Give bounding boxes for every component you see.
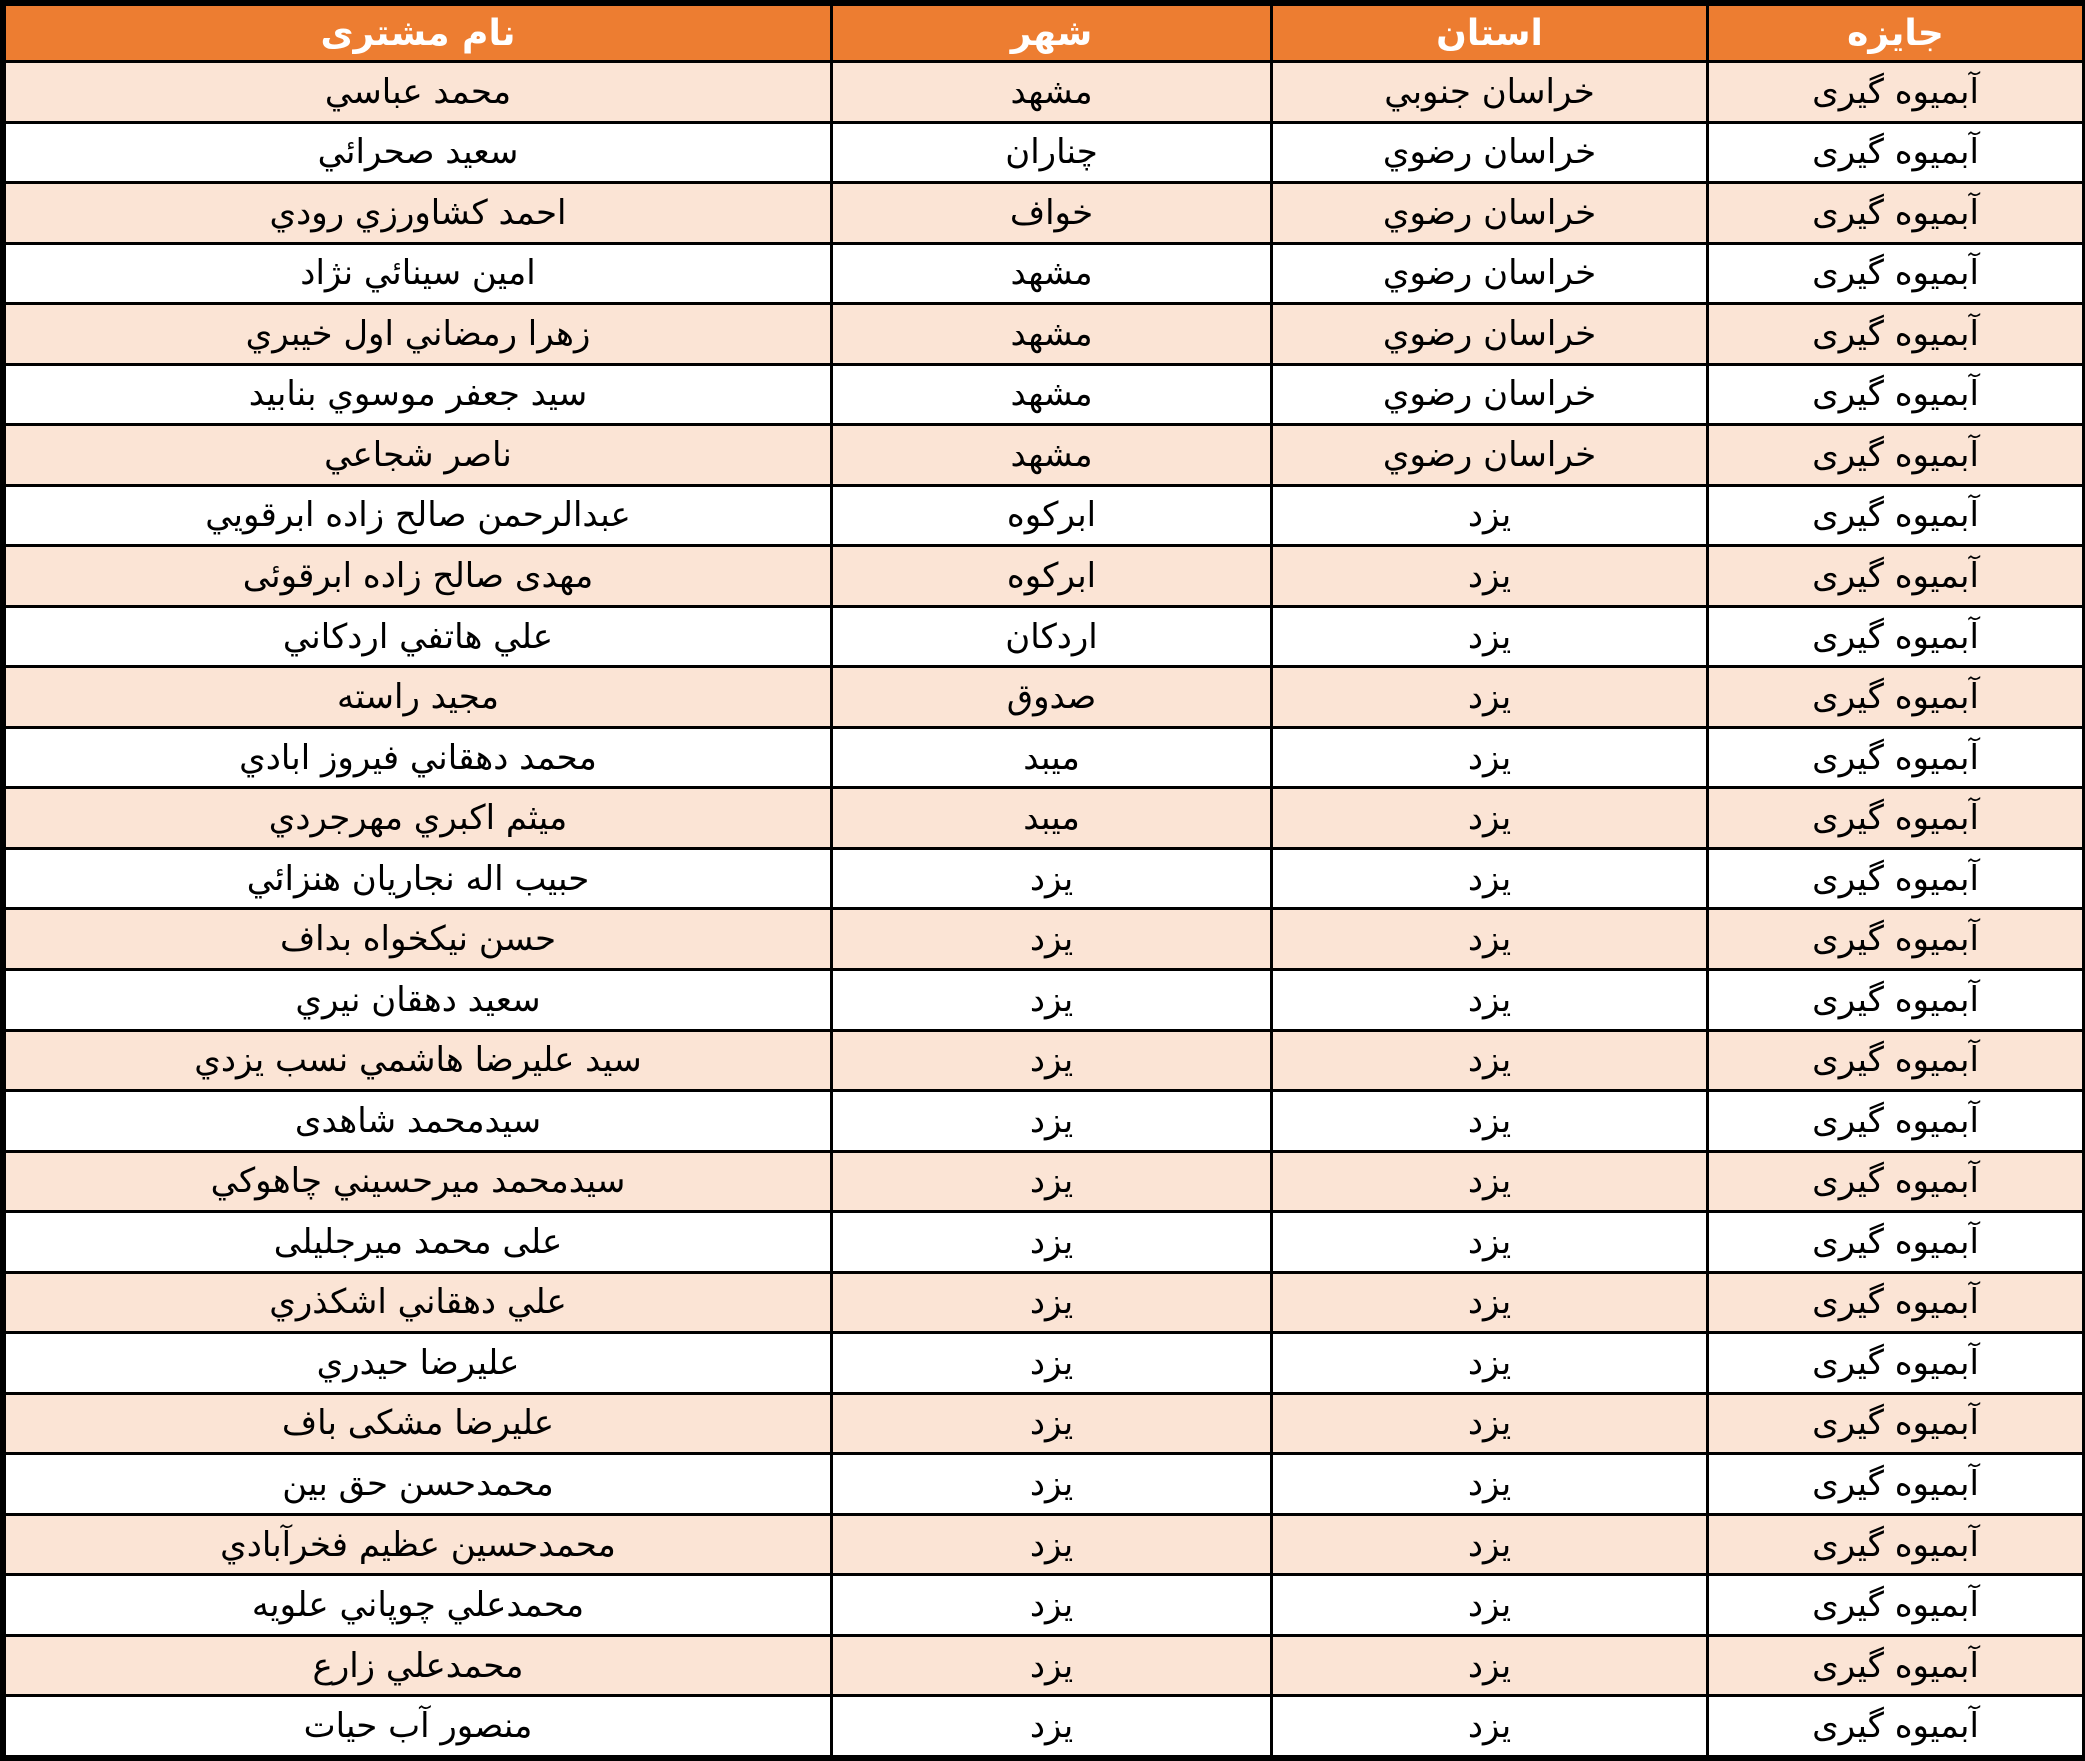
cell-customer-name: حبيب اله نجاريان هنزائي [5,848,832,909]
table-row [5,546,2084,607]
cell-prize: آبمیوه گیری [1708,969,2084,1030]
cell-prize: آبمیوه گیری [1708,1393,2084,1454]
cell-customer-name: مهدی صالح زاده ابرقوئی [5,546,832,607]
cell-province: يزد [1272,909,1708,970]
table-row [5,122,2084,183]
cell-prize: آبمیوه گیری [1708,62,2084,123]
cell-province: خراسان رضوي [1272,364,1708,425]
cell-prize: آبمیوه گیری [1708,1575,2084,1636]
cell-city: يزد [832,1030,1272,1091]
cell-province: يزد [1272,1212,1708,1273]
cell-city: يزد [832,1454,1272,1515]
table-row [5,243,2084,304]
cell-customer-name: محمدحسن حق بین [5,1454,832,1515]
table-row [5,606,2084,667]
cell-prize: آبمیوه گیری [1708,1635,2084,1696]
cell-city: يزد [832,1151,1272,1212]
cell-province: خراسان رضوي [1272,183,1708,244]
cell-province: يزد [1272,1091,1708,1152]
cell-city: يزد [832,1635,1272,1696]
table-row [5,1151,2084,1212]
cell-prize: آبمیوه گیری [1708,1091,2084,1152]
table-row [5,788,2084,849]
cell-customer-name: حسن نيكخواه بداف [5,909,832,970]
cell-province: يزد [1272,546,1708,607]
cell-prize: آبمیوه گیری [1708,909,2084,970]
cell-prize: آبمیوه گیری [1708,606,2084,667]
table-row [5,848,2084,909]
cell-prize: آبمیوه گیری [1708,1272,2084,1333]
cell-city: يزد [832,1393,1272,1454]
cell-city: ميبد [832,727,1272,788]
cell-city: يزد [832,1212,1272,1273]
table-row [5,1635,2084,1696]
cell-province: يزد [1272,727,1708,788]
cell-city: يزد [832,1575,1272,1636]
cell-province: يزد [1272,1454,1708,1515]
cell-prize: آبمیوه گیری [1708,1151,2084,1212]
cell-prize: آبمیوه گیری [1708,1454,2084,1515]
prize-winners-table [3,3,2085,1758]
cell-customer-name: ميثم اكبري مهرجردي [5,788,832,849]
cell-city: صدوق [832,667,1272,728]
cell-city: يزد [832,1091,1272,1152]
cell-customer-name: عليرضا حيدري [5,1333,832,1394]
cell-province: خراسان جنوبي [1272,62,1708,123]
table-row [5,425,2084,486]
cell-province: يزد [1272,606,1708,667]
cell-province: يزد [1272,1333,1708,1394]
header-row [5,5,2084,62]
cell-province: يزد [1272,1514,1708,1575]
cell-province: يزد [1272,1635,1708,1696]
cell-prize: آبمیوه گیری [1708,304,2084,365]
table-row [5,1091,2084,1152]
cell-city: يزد [832,1696,1272,1757]
cell-prize: آبمیوه گیری [1708,183,2084,244]
table-row [5,364,2084,425]
cell-city: اردكان [832,606,1272,667]
cell-prize: آبمیوه گیری [1708,788,2084,849]
cell-prize: آبمیوه گیری [1708,848,2084,909]
cell-province: يزد [1272,1151,1708,1212]
cell-province: يزد [1272,1393,1708,1454]
table-row [5,667,2084,728]
cell-customer-name: سيد عليرضا هاشمي نسب يزدي [5,1030,832,1091]
cell-city: مشهد [832,62,1272,123]
table-row [5,304,2084,365]
table-row [5,969,2084,1030]
cell-customer-name: سعيد صحرائي [5,122,832,183]
table-row [5,62,2084,123]
cell-customer-name: زهرا رمضاني اول خيبري [5,304,832,365]
table-header [5,5,2084,62]
header-prize: جایزه [1708,5,2084,62]
header-city: شهر [832,5,1272,62]
cell-prize: آبمیوه گیری [1708,1030,2084,1091]
cell-city: مشهد [832,243,1272,304]
cell-city: مشهد [832,425,1272,486]
cell-province: يزد [1272,1575,1708,1636]
cell-prize: آبمیوه گیری [1708,727,2084,788]
cell-province: يزد [1272,788,1708,849]
table-row [5,485,2084,546]
header-province: استان [1272,5,1708,62]
table-body [5,62,2084,1757]
cell-province: خراسان رضوي [1272,122,1708,183]
cell-customer-name: عبدالرحمن صالح زاده ابرقويي [5,485,832,546]
cell-customer-name: محمدعلي چوپاني علويه [5,1575,832,1636]
cell-customer-name: علی محمد میرجلیلی [5,1212,832,1273]
cell-province: خراسان رضوي [1272,425,1708,486]
cell-city: يزد [832,909,1272,970]
cell-prize: آبمیوه گیری [1708,1514,2084,1575]
cell-customer-name: محمدعلي زارع [5,1635,832,1696]
cell-province: يزد [1272,485,1708,546]
cell-prize: آبمیوه گیری [1708,364,2084,425]
table-row [5,1454,2084,1515]
cell-city: مشهد [832,304,1272,365]
cell-province: خراسان رضوي [1272,243,1708,304]
table-row [5,727,2084,788]
cell-customer-name: مجيد راسته [5,667,832,728]
cell-city: يزد [832,969,1272,1030]
cell-city: يزد [832,1514,1272,1575]
cell-customer-name: سيدمحمد ميرحسيني چاهوكي [5,1151,832,1212]
cell-city: يزد [832,848,1272,909]
cell-customer-name: احمد كشاورزي رودي [5,183,832,244]
cell-prize: آبمیوه گیری [1708,1212,2084,1273]
cell-province: يزد [1272,667,1708,728]
cell-city: ابركوه [832,485,1272,546]
table-row [5,1333,2084,1394]
table-row [5,1212,2084,1273]
table-row [5,909,2084,970]
cell-city: يزد [832,1272,1272,1333]
cell-customer-name: سعيد دهقان نيري [5,969,832,1030]
table-row [5,1030,2084,1091]
cell-customer-name: امين سينائي نژاد [5,243,832,304]
cell-prize: آبمیوه گیری [1708,485,2084,546]
cell-province: يزد [1272,848,1708,909]
table-row [5,1696,2084,1757]
cell-customer-name: منصور آب حيات [5,1696,832,1757]
cell-city: چناران [832,122,1272,183]
cell-city: مشهد [832,364,1272,425]
cell-province: يزد [1272,1272,1708,1333]
table-row [5,1514,2084,1575]
cell-prize: آبمیوه گیری [1708,122,2084,183]
cell-prize: آبمیوه گیری [1708,1333,2084,1394]
cell-city: ميبد [832,788,1272,849]
table-row [5,1575,2084,1636]
cell-city: خواف [832,183,1272,244]
table-row [5,1393,2084,1454]
cell-customer-name: ناصر شجاعي [5,425,832,486]
cell-prize: آبمیوه گیری [1708,667,2084,728]
cell-prize: آبمیوه گیری [1708,425,2084,486]
cell-customer-name: علي دهقاني اشكذري [5,1272,832,1333]
cell-customer-name: محمدحسين عظيم فخرآبادي [5,1514,832,1575]
cell-prize: آبمیوه گیری [1708,546,2084,607]
cell-province: خراسان رضوي [1272,304,1708,365]
cell-customer-name: محمد عباسي [5,62,832,123]
cell-province: يزد [1272,1696,1708,1757]
table-row [5,1272,2084,1333]
cell-province: يزد [1272,1030,1708,1091]
cell-customer-name: سيد جعفر موسوي بنابيد [5,364,832,425]
cell-city: ابركوه [832,546,1272,607]
cell-customer-name: محمد دهقاني فيروز ابادي [5,727,832,788]
cell-customer-name: علیرضا مشکی باف [5,1393,832,1454]
cell-prize: آبمیوه گیری [1708,243,2084,304]
cell-customer-name: سیدمحمد شاهدی [5,1091,832,1152]
header-customer-name: نام مشتری [5,5,832,62]
cell-customer-name: علي هاتفي اردكاني [5,606,832,667]
cell-province: يزد [1272,969,1708,1030]
cell-city: يزد [832,1333,1272,1394]
table-row [5,183,2084,244]
cell-prize: آبمیوه گیری [1708,1696,2084,1757]
